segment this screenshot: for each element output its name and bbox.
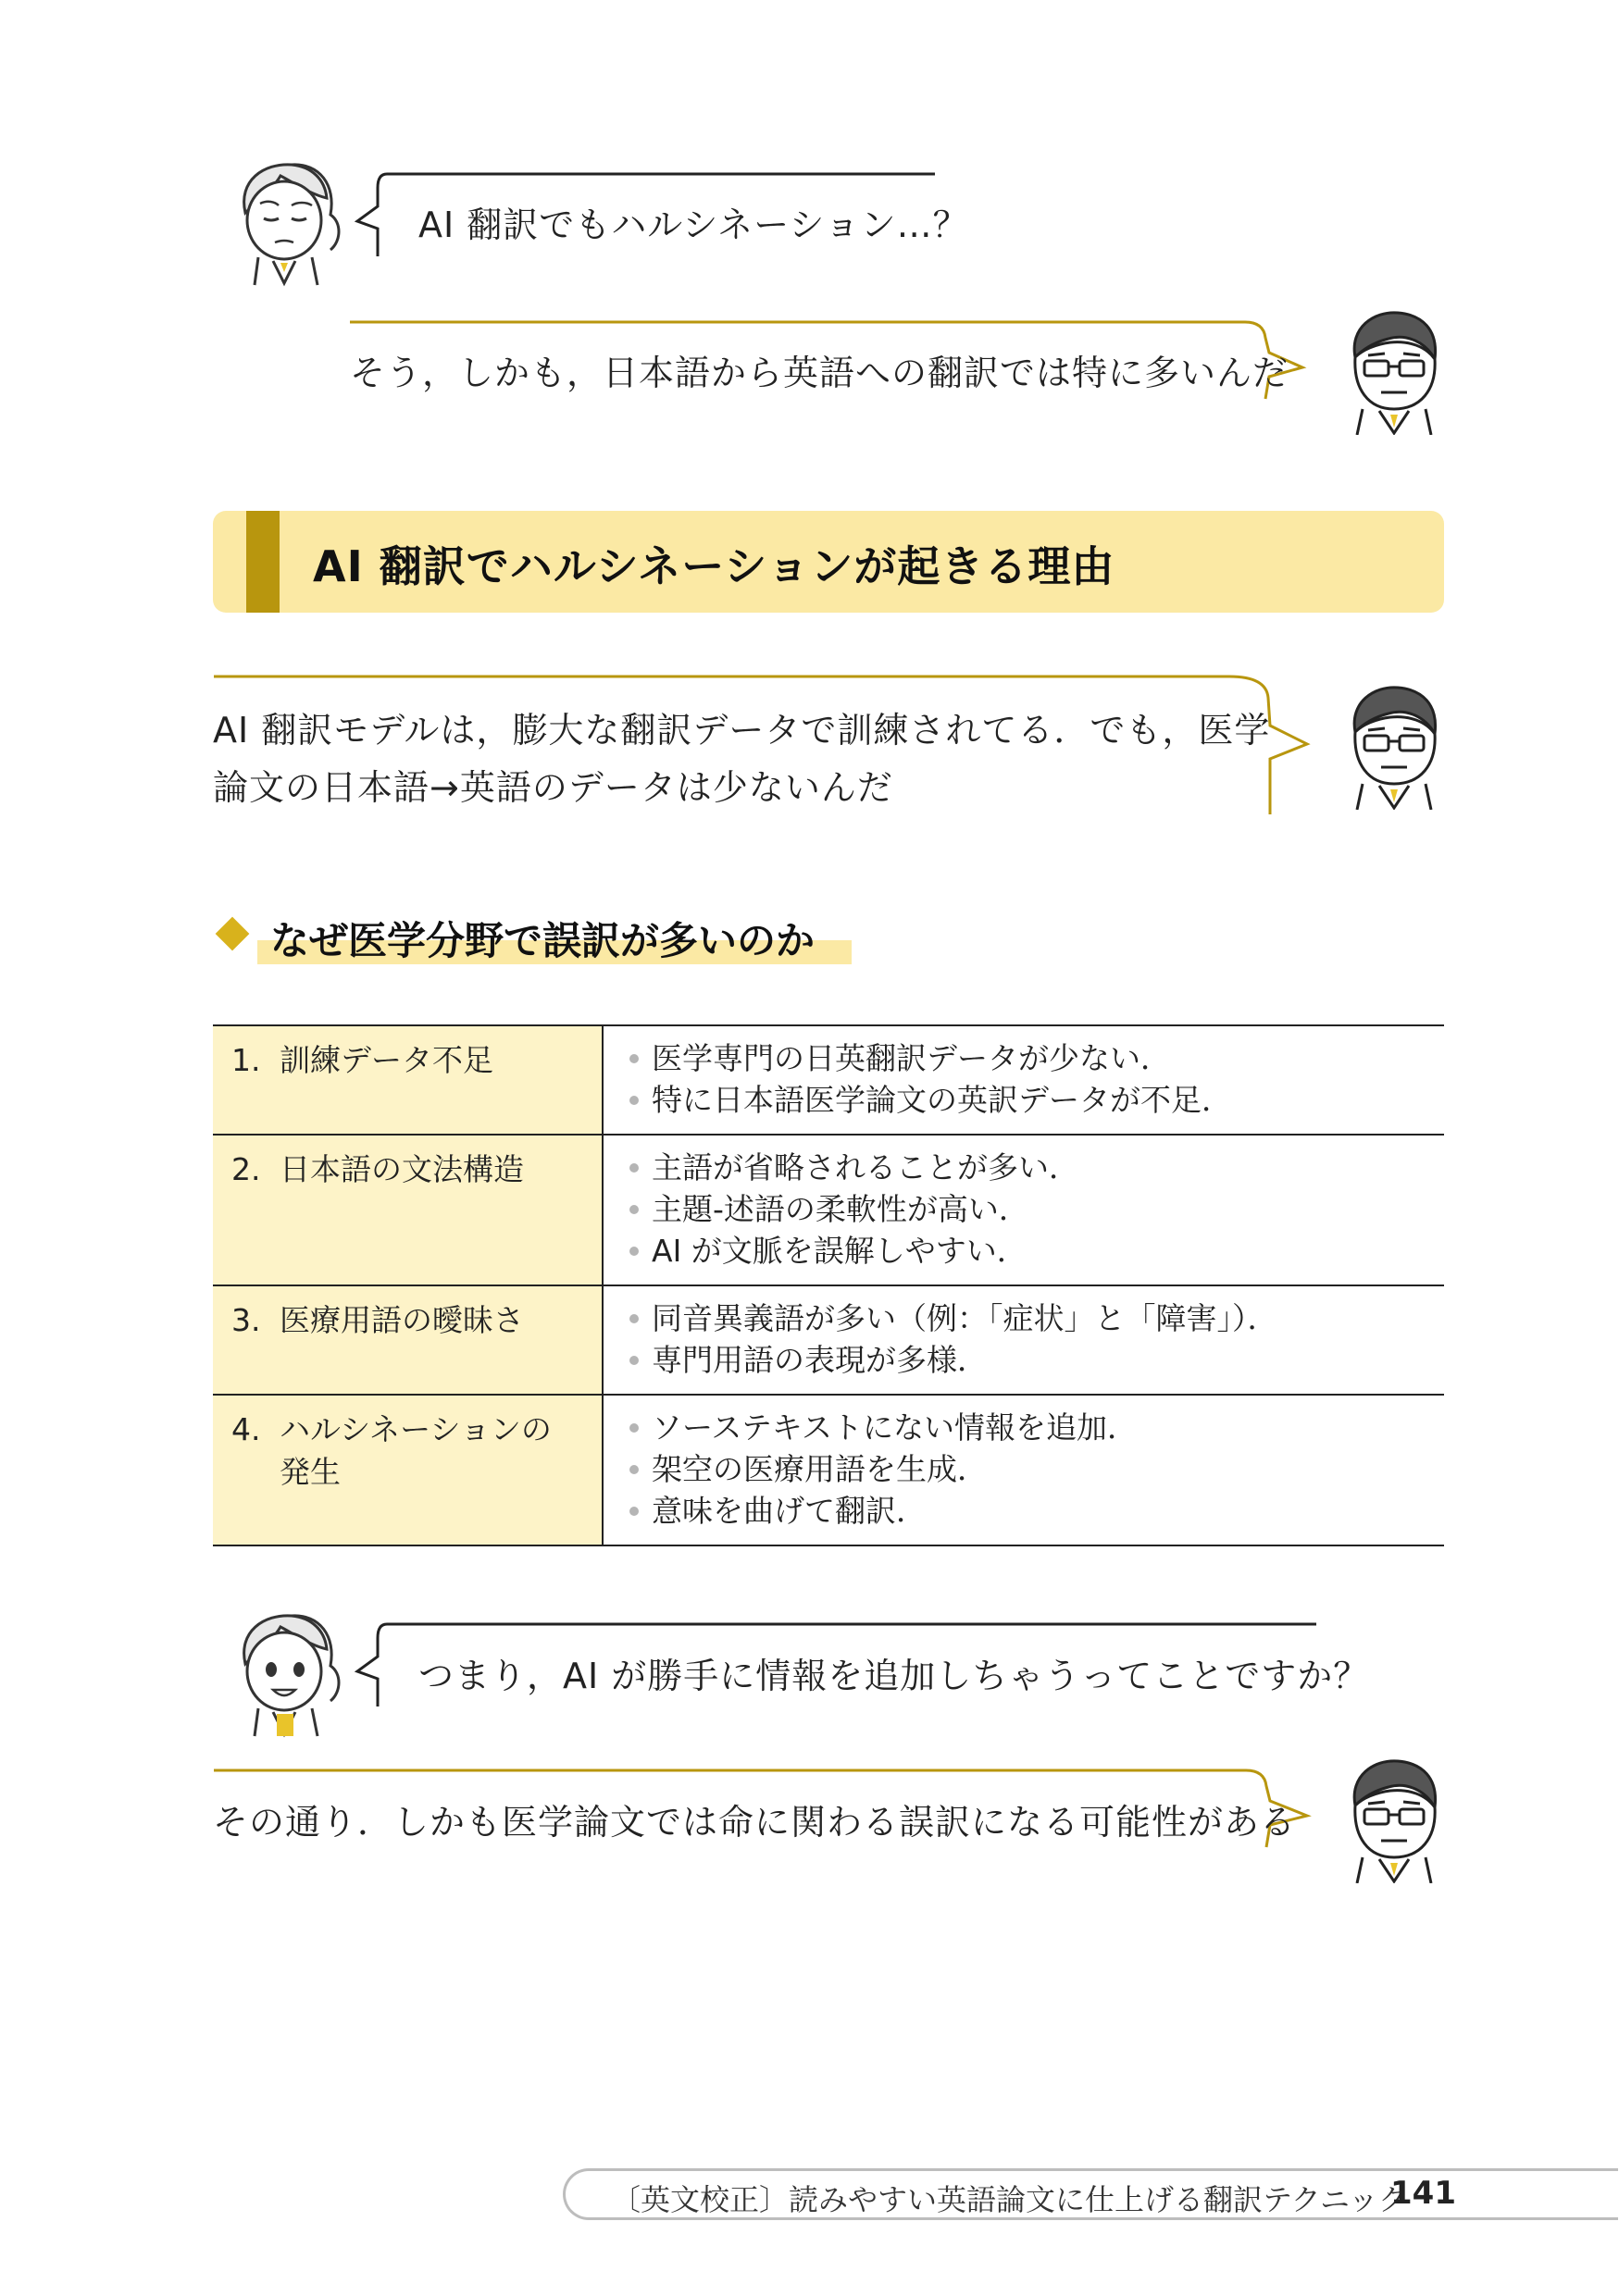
list-item [629, 1297, 1435, 1339]
table-detail-cell [603, 1285, 1444, 1395]
list-item-text: AI が文脈を誤解しやすい． [652, 1233, 1027, 1269]
dialogue-line: そう，しかも，日本語から英語への翻訳では特に多いんだ [350, 353, 1289, 393]
dialogue-line: AI 翻訳でもハルシネーション…？ [418, 205, 969, 245]
reasons-table [213, 1024, 1444, 1546]
table-row [213, 1025, 1444, 1135]
bullet-dot-icon [629, 1507, 639, 1516]
row-label: 医療用語の曖昧さ [280, 1302, 524, 1338]
list-item-text: 主題-述語の柔軟性が高い． [652, 1191, 1029, 1227]
bullet-dot-icon [629, 1423, 639, 1433]
list-item-text: 医学専門の日英翻訳データが少ない． [652, 1040, 1171, 1076]
row-number: 3. [231, 1302, 261, 1338]
subheading-title: なぜ医学分野で誤訳が多いのか [270, 918, 816, 963]
row-number: 1. [231, 1042, 261, 1078]
teacher-icon [1329, 305, 1459, 435]
row-label-line: 発生 [280, 1454, 341, 1490]
student-worried-icon [227, 157, 347, 287]
table-label-cell [213, 1285, 603, 1395]
list-item [629, 1037, 1435, 1079]
dialogue-line: 論文の日本語→英語のデータは少ないんだ [213, 767, 893, 808]
section-header [213, 511, 1444, 613]
bullet-dot-icon [629, 1205, 639, 1214]
table-row [213, 1285, 1444, 1395]
list-item [629, 1230, 1435, 1272]
row-label: 日本語の文法構造 [280, 1151, 524, 1187]
list-item-text: 架空の医療用語を生成． [652, 1451, 988, 1487]
bullet-dot-icon [629, 1054, 639, 1063]
bullet-dot-icon [629, 1163, 639, 1173]
row-label [280, 1409, 552, 1494]
list-item [629, 1188, 1435, 1230]
list-item [629, 1448, 1435, 1490]
teacher-icon [1329, 1754, 1459, 1883]
list-item [629, 1147, 1435, 1188]
list-item [629, 1407, 1435, 1448]
list-item-text: 意味を曲げて翻訳． [652, 1493, 927, 1529]
table-detail-cell [603, 1395, 1444, 1545]
bullet-dot-icon [629, 1096, 639, 1105]
row-label-line: ハルシネーションの [280, 1411, 552, 1447]
list-item [629, 1339, 1435, 1381]
list-item-text: 特に日本語医学論文の英訳データが不足． [652, 1082, 1232, 1118]
table-detail-cell [603, 1025, 1444, 1135]
student-smiling-icon [227, 1608, 347, 1738]
teacher-icon [1329, 680, 1459, 810]
bullet-dot-icon [629, 1247, 639, 1256]
row-label: 訓練データ不足 [280, 1042, 493, 1078]
dialogue-line: つまり，AI が勝手に情報を追加しちゃうってことですか？ [418, 1656, 1370, 1696]
list-item-text: 専門用語の表現が多様． [652, 1342, 988, 1378]
footer-book-title: 〔英文校正〕読みやすい英語論文に仕上げる翻訳テクニック [611, 2182, 1408, 2217]
diamond-bullet-icon [216, 917, 250, 951]
dialogue-line: AI 翻訳モデルは，膨大な翻訳データで訓練されてる．でも，医学 [213, 710, 1271, 751]
row-number: 4. [231, 1411, 261, 1447]
page-number: 141 [1390, 2175, 1456, 2212]
table-label-cell [213, 1395, 603, 1545]
table-label-cell [213, 1025, 603, 1135]
row-number: 2. [231, 1151, 261, 1187]
list-item-text: 主語が省略されることが多い． [652, 1149, 1079, 1185]
bullet-dot-icon [629, 1314, 639, 1323]
section-title: AI 翻訳でハルシネーションが起きる理由 [313, 541, 1115, 591]
list-item-text: ソーステキストにない情報を追加． [652, 1409, 1139, 1446]
table-label-cell [213, 1135, 603, 1285]
section-accent-bar [246, 511, 280, 613]
list-item [629, 1490, 1435, 1532]
list-item [629, 1079, 1435, 1121]
table-detail-cell [603, 1135, 1444, 1285]
dialogue-line: その通り．しかも医学論文では命に関わる誤訳になる可能性がある [213, 1802, 1297, 1843]
list-item-text: 同音異義語が多い（例：「症状」と「障害」）． [652, 1300, 1278, 1336]
bullet-dot-icon [629, 1465, 639, 1474]
table-row [213, 1135, 1444, 1285]
bullet-dot-icon [629, 1356, 639, 1365]
table-row [213, 1395, 1444, 1545]
